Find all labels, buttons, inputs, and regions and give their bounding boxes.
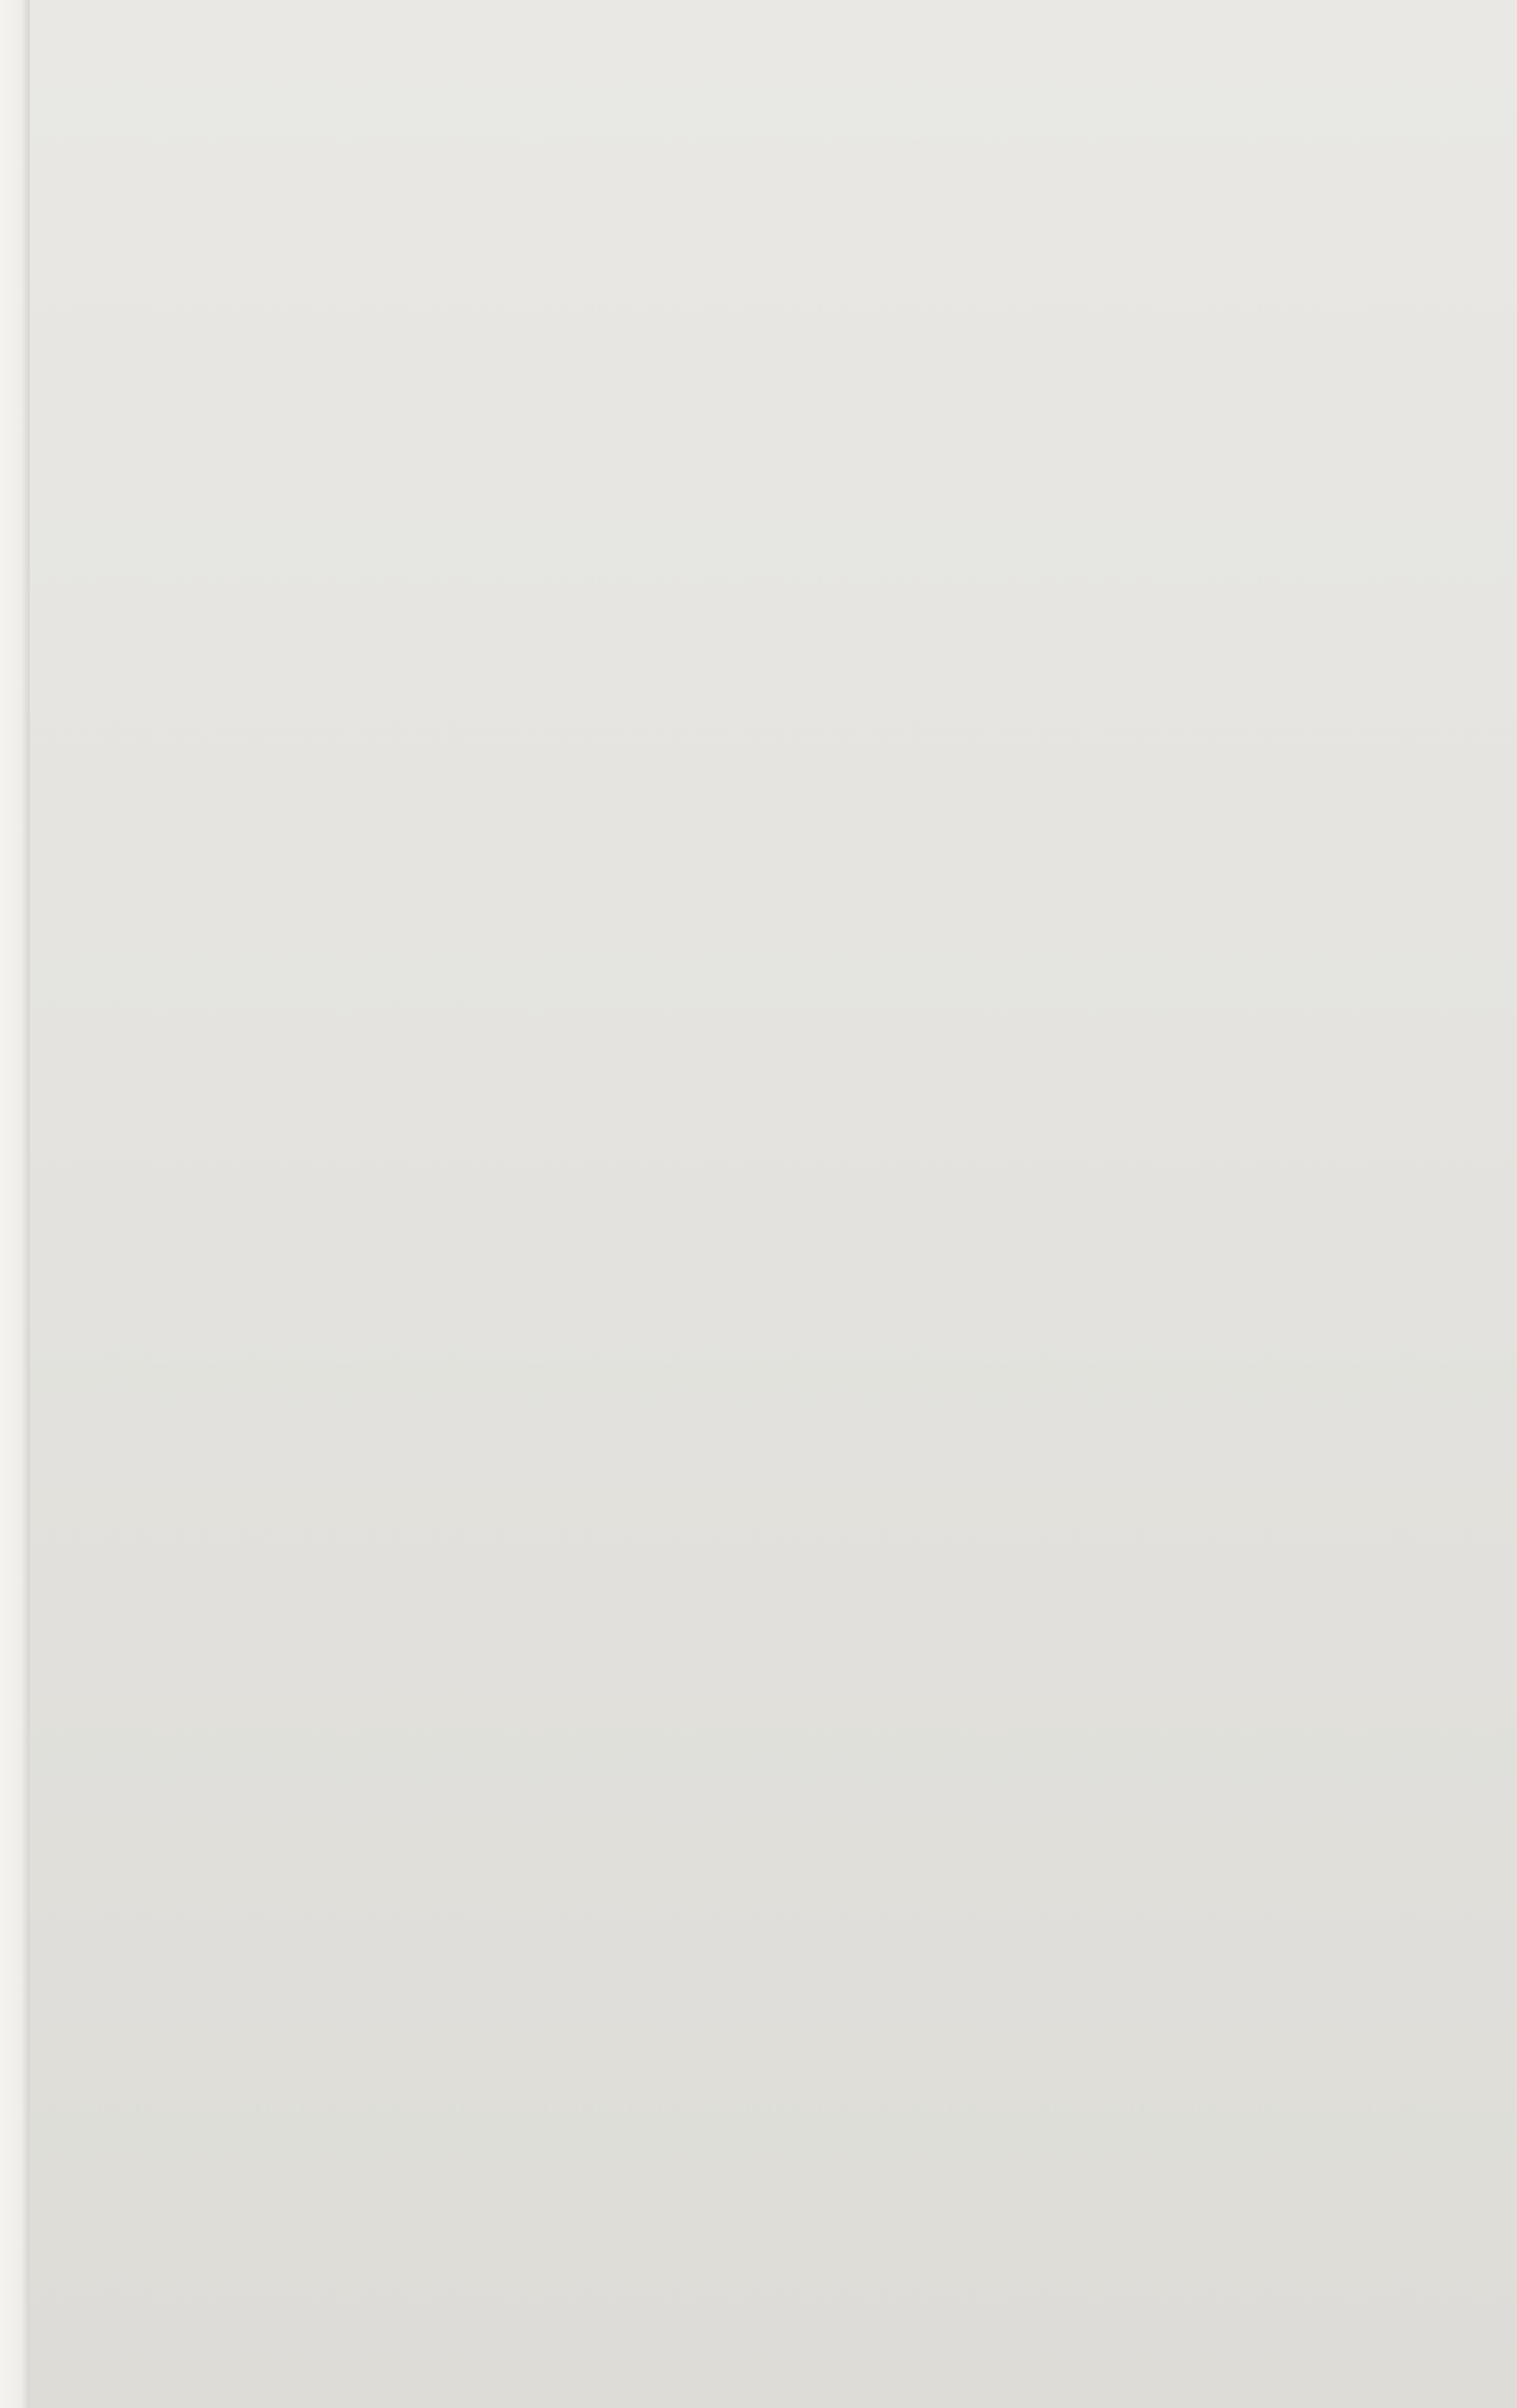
table-of-contents <box>51 48 1454 61</box>
previous-page-edge <box>0 0 30 2408</box>
